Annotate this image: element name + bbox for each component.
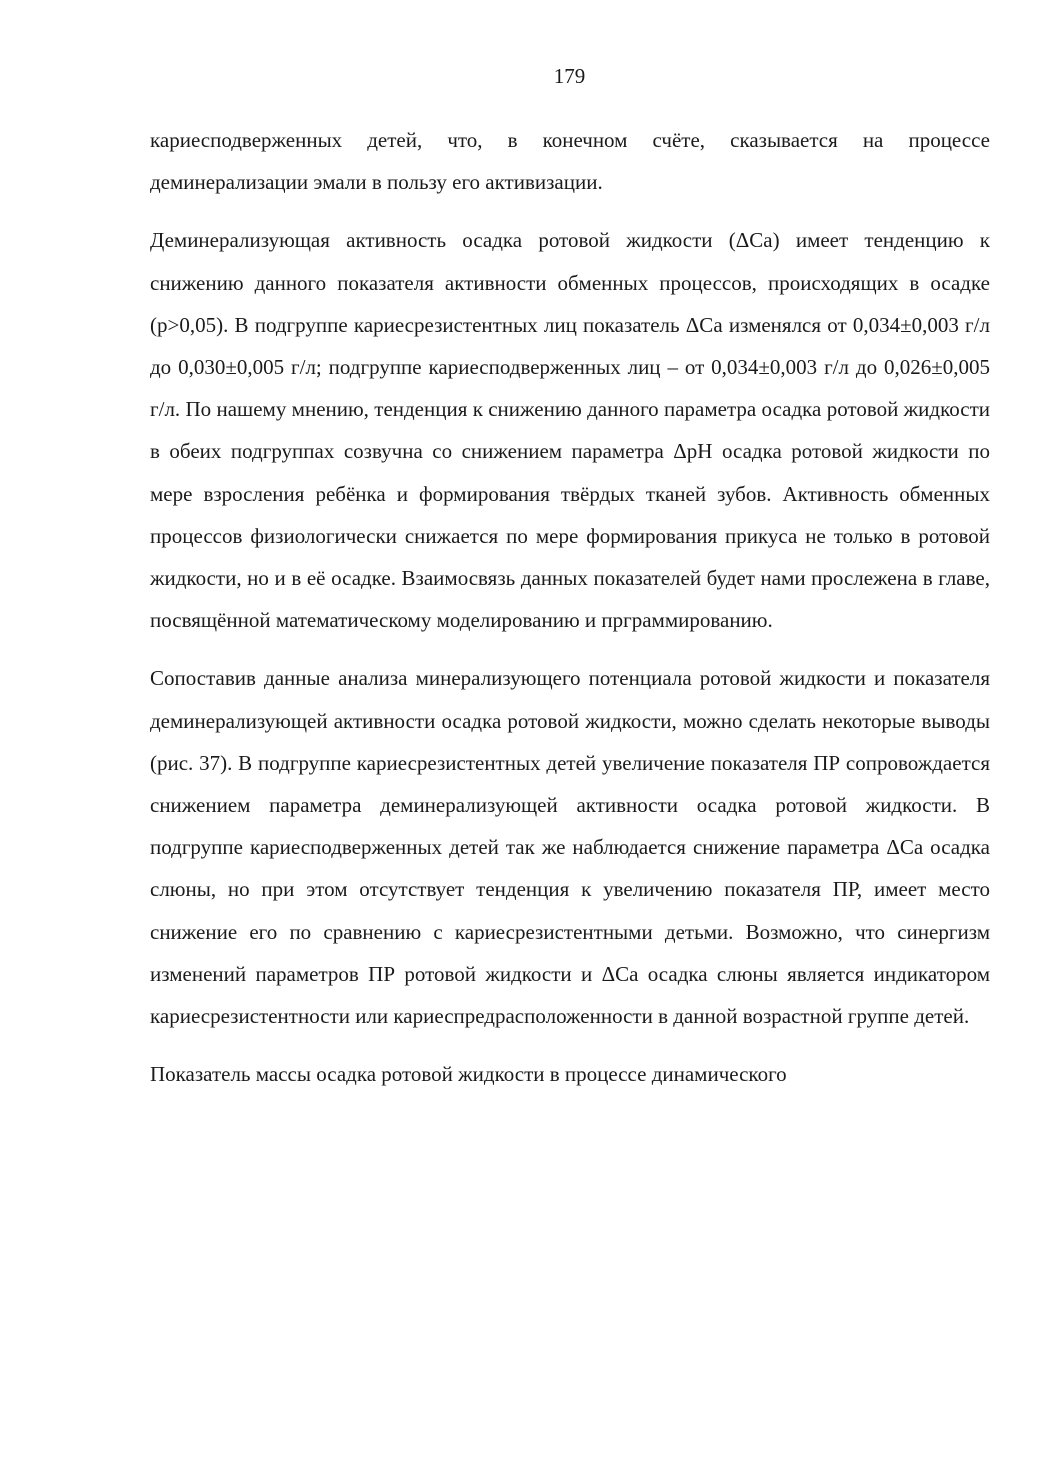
paragraph-continuation: кариесподверженных детей, что, в конечном счёте, сказывается на процессе деминерализации эмали в пользу его активизации. [150, 128, 990, 195]
paragraph-comparison: Сопоставив данные анализа минерализующего потенциала ротовой жидкости и показателя деминерализующей активности осадка ротовой жидкости, можно сделать некоторые выводы (рис. 37). В подгруппе кариесрезистентных детей увеличение показателя ПР сопровождается снижением параметра деминерализующей активности осадка ротовой жидкости. В подгруппе кариесподверженных детей так же наблюдается снижение параметра ΔCa осадка слюны, но при этом отсутствует тенденция к увеличению показателя ПР, имеет место снижение его по сравнению с кариесрезистентными детьми. Возможно, что синергизм изменений параметров ПР ротовой жидкости и ΔCa осадка слюны является индикатором кариесрезистентности или кариеспредрасположенности в данной возрастной группе детей. [150, 666, 990, 1029]
document-body [150, 119, 990, 1095]
page-number: 179 [553, 64, 586, 88]
paragraph-sediment-mass: Показатель массы осадка ротовой жидкости в процессе динамического [150, 1062, 787, 1087]
paragraph-demineralizing-activity: Деминерализующая активность осадка ротовой жидкости (ΔCa) имеет тенденцию к снижению данного показателя активности обменных процессов, происходящих в осадке (p>0,05). В подгруппе кариесрезистентных лиц показатель ΔCa изменялся от 0,034±0,003 г/л до 0,030±0,005 г/л; подгруппе кариесподверженных лиц – от 0,034±0,003 г/л до 0,026±0,005 г/л. По нашему мнению, тенденция к снижению данного параметра осадка ротовой жидкости в обеих подгруппах созвучна со снижением параметра ΔpH осадка ротовой жидкости по мере взросления ребёнка и формирования твёрдых тканей зубов. Активность обменных процессов физиологически снижается по мере формирования прикуса не только в ротовой жидкости, но и в её осадке. Взаимосвязь данных показателей будет нами прослежена в главе, посвящённой математическому моделированию и прграммированию. [150, 228, 990, 633]
